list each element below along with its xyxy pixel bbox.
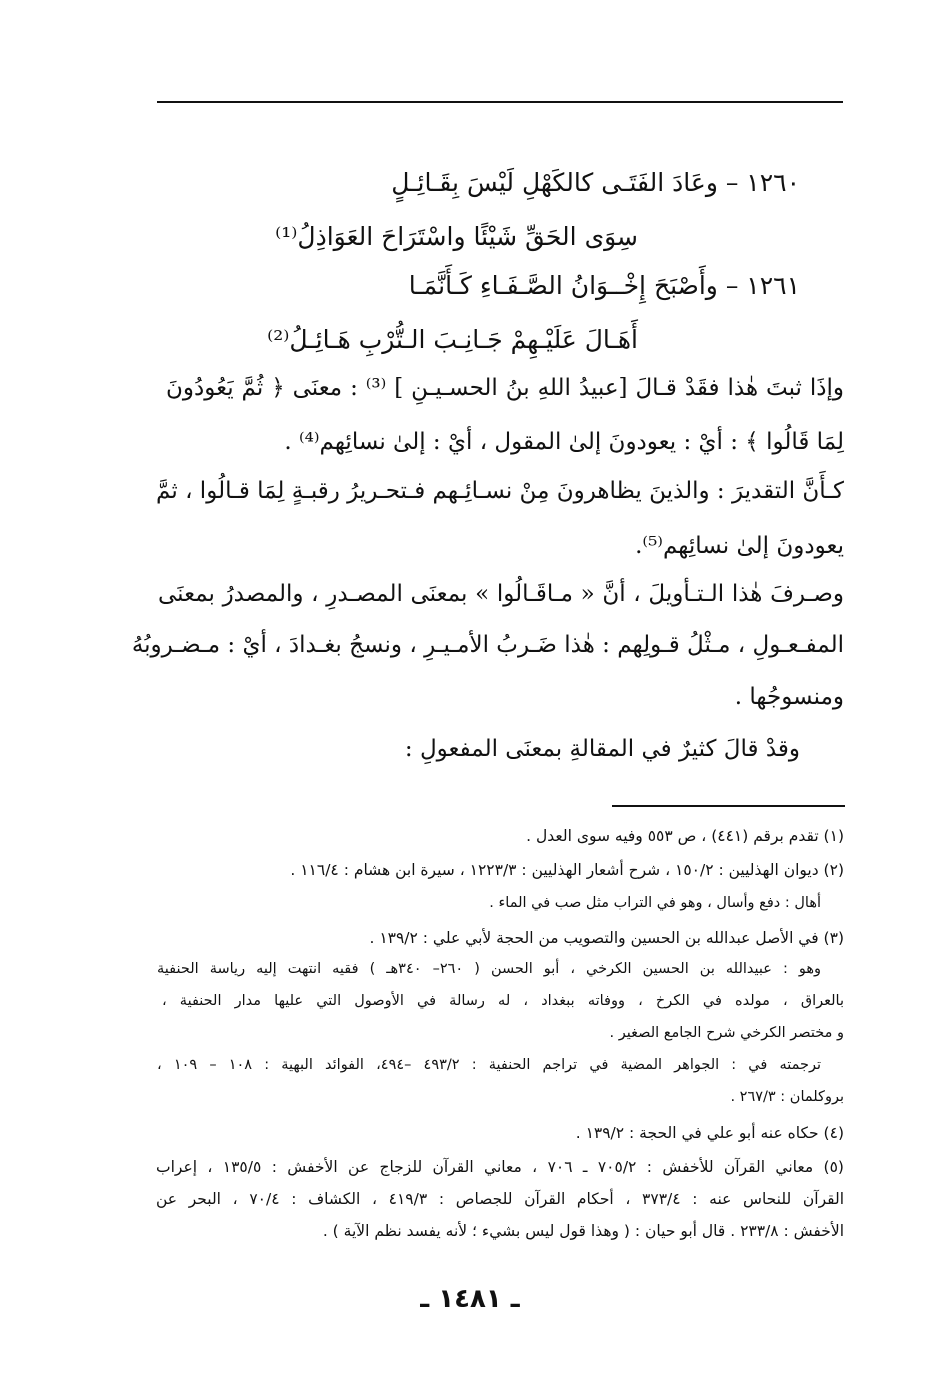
header-rule	[157, 101, 843, 103]
poem-verse-1260-first-hemistich: ١٢٦٠ – وعَادَ الفَتَـى كالكَهْلِ لَيْسَ بِقَـائِـلٍ	[391, 168, 800, 197]
body-line-1: وإذَا ثبتَ هٰذا فقَدْ قـالَ [عبيدُ اللهِ بنُ الحسـيـنِ ] ⁽³⁾ : معنَى ﴿ ثُمَّ يَعُودُونَ	[166, 375, 844, 401]
poem-verse-1261-first-hemistich: ١٢٦١ – وأَصْبَحَ إِخْــوَانُ الصَّـفَـاءِ كَـأَنَّمَـا	[408, 271, 800, 300]
footnote-4: (٤) حكاه عنه أبو علي في الحجة : ١٣٩/٢ .	[575, 1124, 844, 1142]
footnote-1: (١) تقدم برقم (٤٤١) ، ص ٥٥٣ وفيه سوى العدل .	[526, 827, 844, 845]
footnote-5-line-2: القرآن للنحاس عنه : ٣٧٣/٤ ، أحكام القرآن للجصاص : ٤١٩/٣ ، الكشاف : ٧٠/٤ ، البحر عن	[156, 1190, 844, 1208]
body-line-3: كـأَنَّ التقديرَ : والذينَ يظاهرونَ مِنْ نسـائِـهم فـتحـريرُ رقبـةٍ لِمَا قـالُوا ، ثمَّ	[156, 478, 844, 504]
footnote-5-line-1: (٥) معاني القرآن للأخفش : ٧٠٥/٢ ـ ٧٠٦ ، معاني القرآن للزجاج عن الأخفش : ١٣٥/٥ ، إعراب	[156, 1158, 844, 1176]
footnote-3-bio-line-3: و مختصر الكرخي شرح الجامع الصغير .	[609, 1025, 844, 1041]
footnote-separator	[612, 805, 845, 807]
footnote-2: (٢) ديوان الهذليين : ١٥٠/٢ ، شرح أشعار الهذليين : ١٢٢٣/٣ ، سيرة ابن هشام : ١١٦/٤ .	[290, 861, 844, 879]
footnote-3-sources-line-1: ترجمته في : الجواهر المضية في تراجم الحنفية : ٤٩٣/٢ –٤٩٤، الفوائد البهية : ١٠٨ – ١٠٩ ،	[157, 1057, 821, 1073]
poem-verse-1261-second-hemistich: أَهَـالَ عَلَيْـهِمْ جَـانِـبَ الـتُّرْبِ هَـائِـلُ⁽²⁾	[267, 325, 638, 354]
body-line-7: ومنسوجُها .	[734, 684, 844, 710]
body-line-5: وصـرفَ هٰذا الـتـأويلَ ، أنَّ « مـاقَـالُوا » بمعنَى المصـدرِ ، والمصدرُ بمعنَى	[158, 581, 844, 607]
footnote-2-gloss: أهال : دفع وأسال ، وهو في التراب مثل صب في الماء .	[489, 895, 821, 911]
footnote-3-bio-line-1: وهو : عبيدالله بن الحسين الكرخي ، أبو الحسن ( ٢٦٠– ٣٤٠هـ ) فقيه انتهت إليه رياسة الحنفية	[157, 961, 822, 977]
footnote-3: (٣) في الأصل عبدالله بن الحسين والتصويب من الحجة لأبي علي : ١٣٩/٢ .	[369, 929, 844, 947]
body-line-6: المفـعـولِ ، مـثْلُ قـولِهم : هٰذا ضَـربُ الأمـيـرِ ، ونسجُ بغـدادَ ، أيْ : مـضـروبُهُ	[131, 632, 844, 658]
body-line-4: يعودونَ إلىٰ نسائِهم⁽⁵⁾.	[635, 533, 844, 559]
poem-verse-1260-second-hemistich: سِوَى الحَقِّ شَيْئًا واسْتَرَاحَ العَوَاذِلُ⁽¹⁾	[275, 222, 638, 251]
body-line-2: لِمَا قَالُوا ﴾ : أيْ : يعودونَ إلىٰ المقول ، أيْ : إلىٰ نسائِهم⁽⁴⁾ .	[284, 429, 844, 455]
body-line-8: وقدْ قالَ كثيرٌ في المقالةِ بمعنَى المفعولِ :	[404, 736, 800, 762]
footnote-3-sources-line-2: بروكلمان : ٢٦٧/٣ .	[730, 1089, 844, 1105]
footnote-3-bio-line-2: بالعراق ، مولده في الكرخ ، ووفاته ببغداد ، له رسالة في الأوصول التي عليها مدار الحنفية ،	[162, 993, 844, 1009]
page-number: ـ ١٤٨١ ـ	[420, 1284, 520, 1314]
footnote-5-line-3: الأخفش : ٢٣٣/٨ . قال أبو حيان : ( وهذا قول ليس بشيء ؛ لأنه يفسد نظم الآية ) .	[322, 1222, 844, 1240]
